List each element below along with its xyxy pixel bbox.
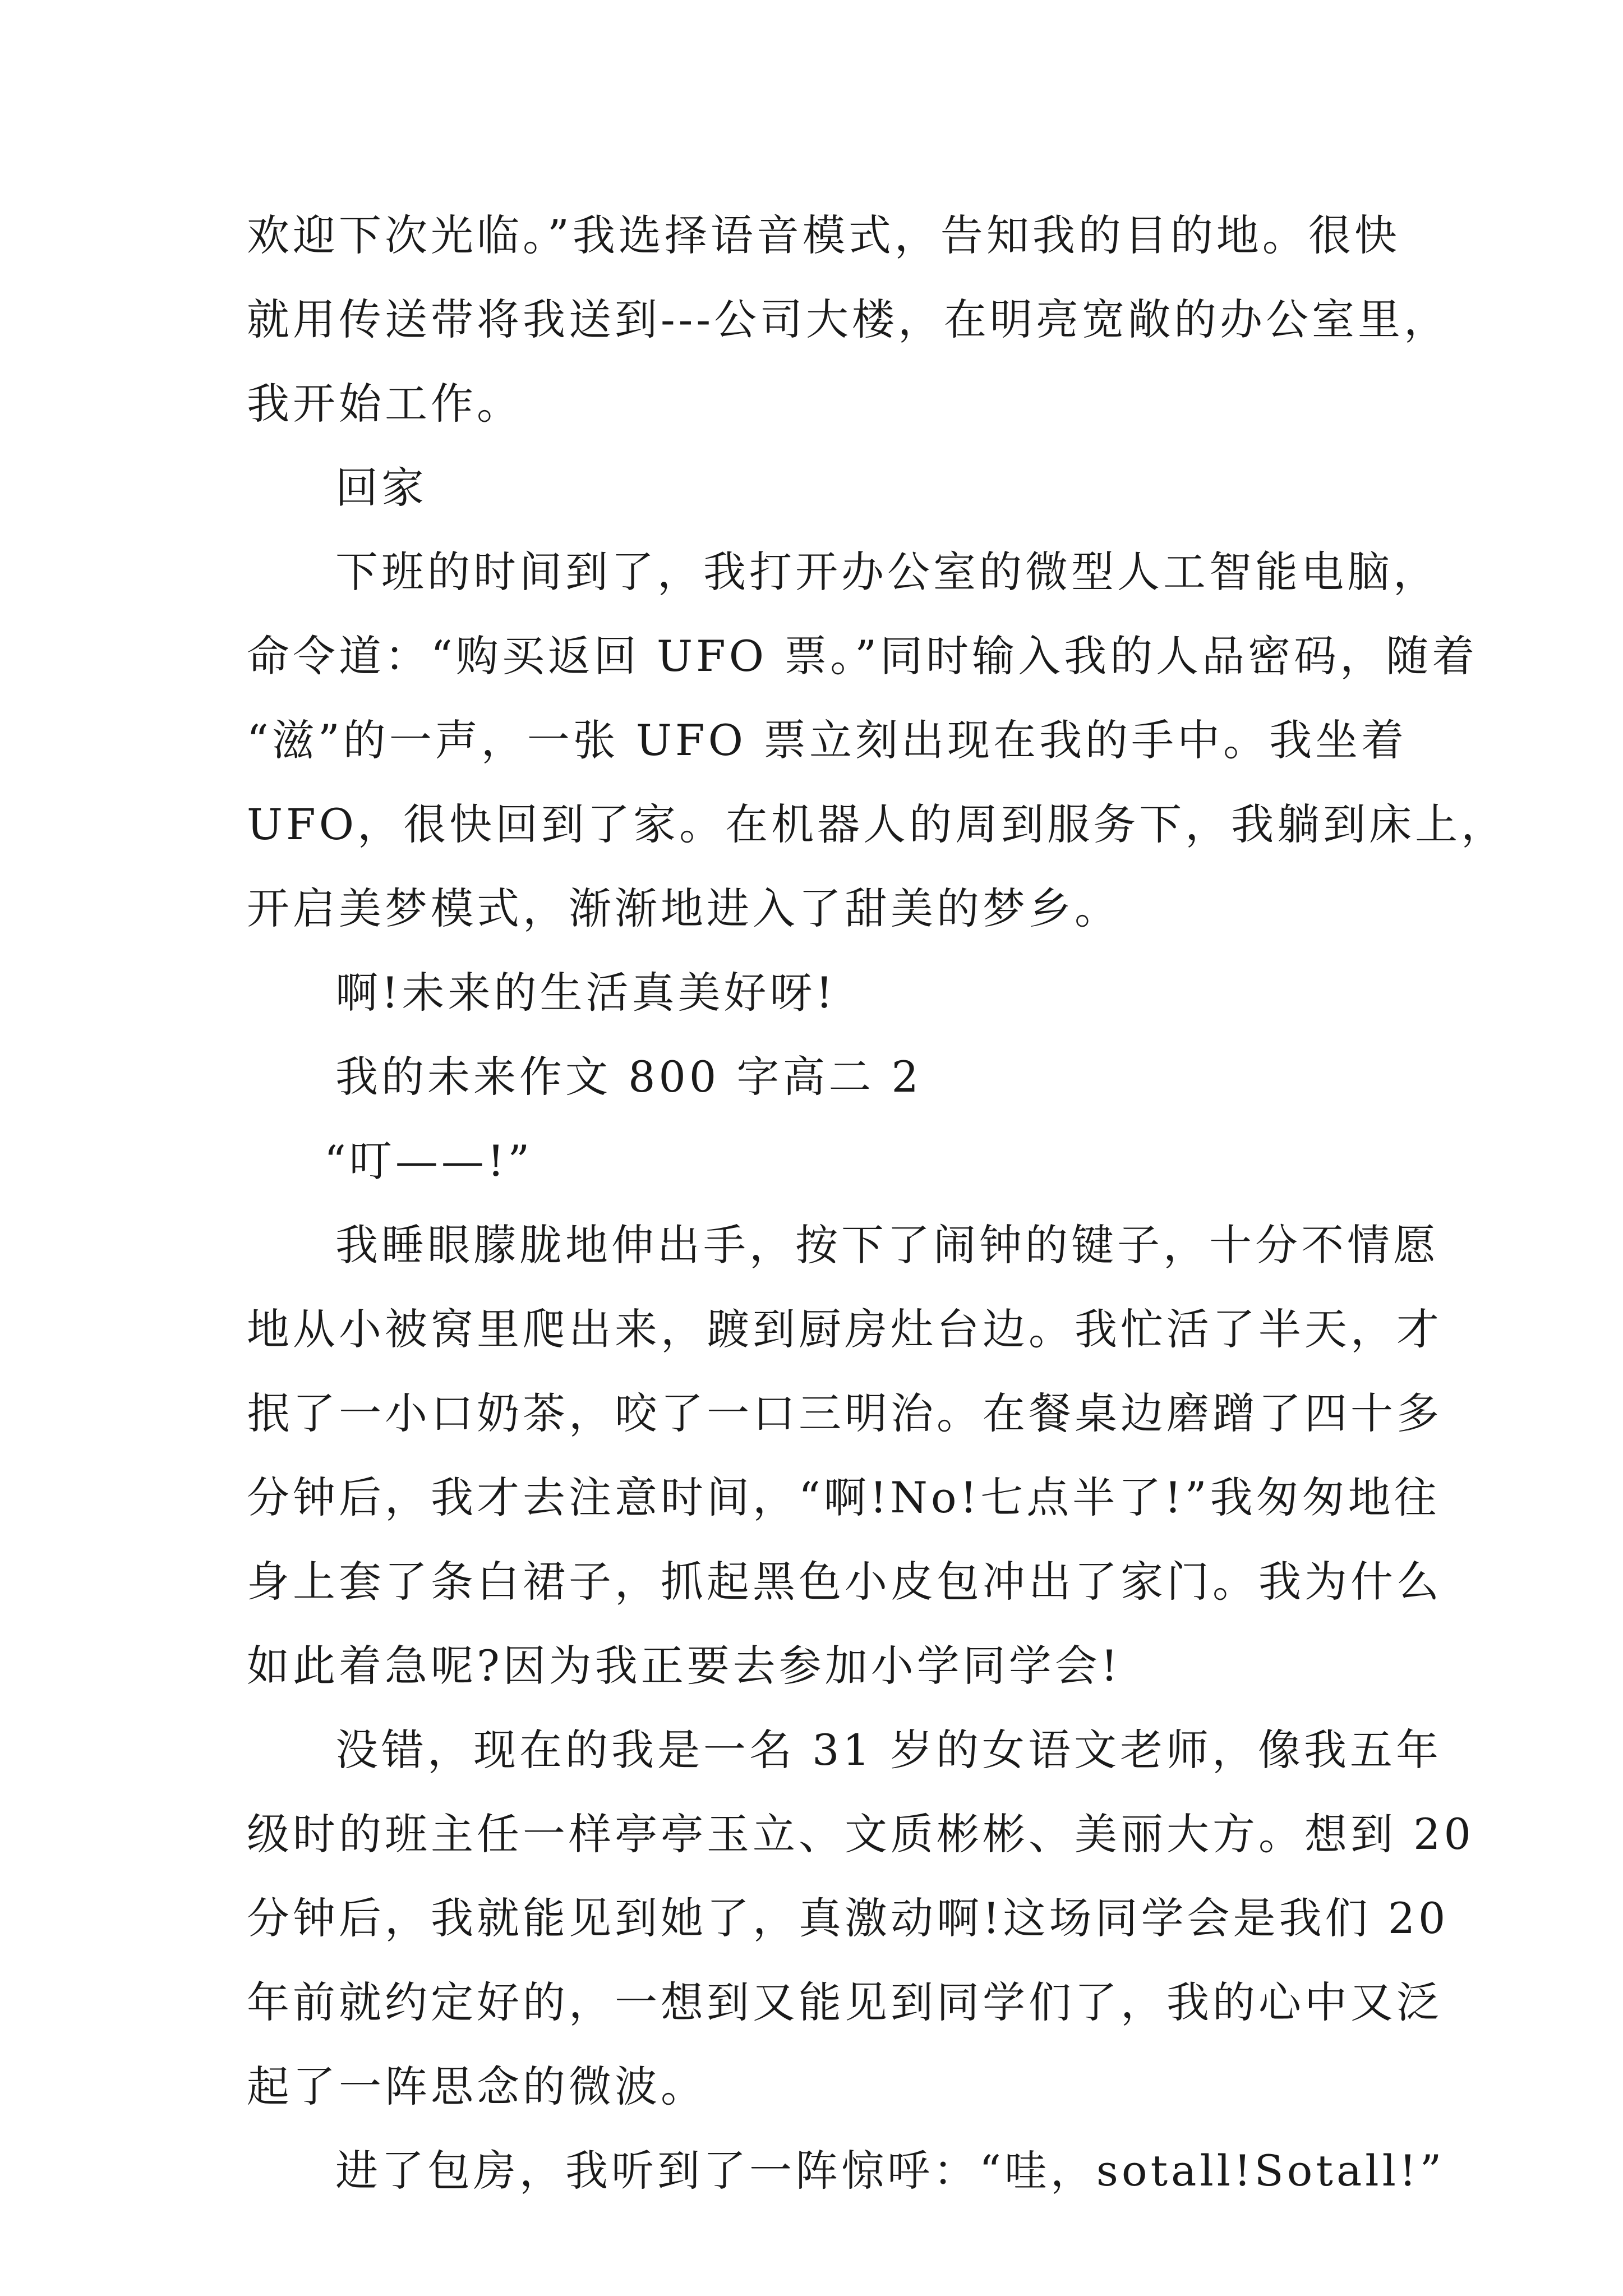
text-line: 分钟后，我才去注意时间，“啊!No!七点半了!”我匆匆地往	[247, 1473, 1440, 1522]
section-heading: 回家	[335, 463, 427, 513]
text-line: 年前就约定好的，一想到又能见到同学们了，我的心中又泛	[247, 1977, 1442, 2027]
text-line: 身上套了条白裙子，抓起黑色小皮包冲出了家门。我为什么	[247, 1557, 1442, 1607]
text-line: 欢迎下次光临。”我选择语音模式，告知我的目的地。很快	[247, 210, 1400, 260]
text-line: 下班的时间到了，我打开办公室的微型人工智能电脑，	[335, 547, 1439, 597]
text-line: 抿了一小口奶茶，咬了一口三明治。在餐桌边磨蹭了四十多	[247, 1388, 1442, 1438]
text-line: 地从小被窝里爬出来，踱到厨房灶台边。我忙活了半天，才	[247, 1304, 1442, 1354]
essay-title: 我的未来作文 800 字高二 2	[335, 1052, 922, 1102]
text-line: 我开始工作。	[247, 379, 523, 429]
text-line: UFO，很快回到了家。在机器人的周到服务下，我躺到床上，	[247, 799, 1507, 849]
text-line: 没错，现在的我是一名 31 岁的女语文老师，像我五年	[335, 1725, 1442, 1775]
text-line: 进了包房，我听到了一阵惊呼：“哇，sotall!Sotall!”	[335, 2146, 1445, 2196]
text-line: 级时的班主任一样亭亭玉立、文质彬彬、美丽大方。想到 20	[247, 1809, 1474, 1859]
text-line: “叮——!”	[324, 1136, 533, 1186]
text-line: 起了一阵思念的微波。	[247, 2062, 707, 2111]
text-line: 分钟后，我就能见到她了，真激动啊!这场同学会是我们 20	[247, 1893, 1449, 1943]
text-line: “滋”的一声，一张 UFO 票立刻出现在我的手中。我坐着	[247, 715, 1408, 765]
text-line: 如此着急呢?因为我正要去参加小学同学会!	[247, 1641, 1122, 1691]
text-line: 我睡眼朦胧地伸出手，按下了闹钟的键子，十分不情愿	[335, 1220, 1439, 1270]
text-line: 就用传送带将我送到---公司大楼，在明亮宽敞的办公室里，	[247, 295, 1450, 344]
text-line: 命令道：“购买返回 UFO 票。”同时输入我的人品密码，随着	[247, 631, 1478, 681]
text-line: 开启美梦模式，渐渐地进入了甜美的梦乡。	[247, 884, 1121, 933]
text-line: 啊!未来的生活真美好呀!	[335, 968, 837, 1018]
